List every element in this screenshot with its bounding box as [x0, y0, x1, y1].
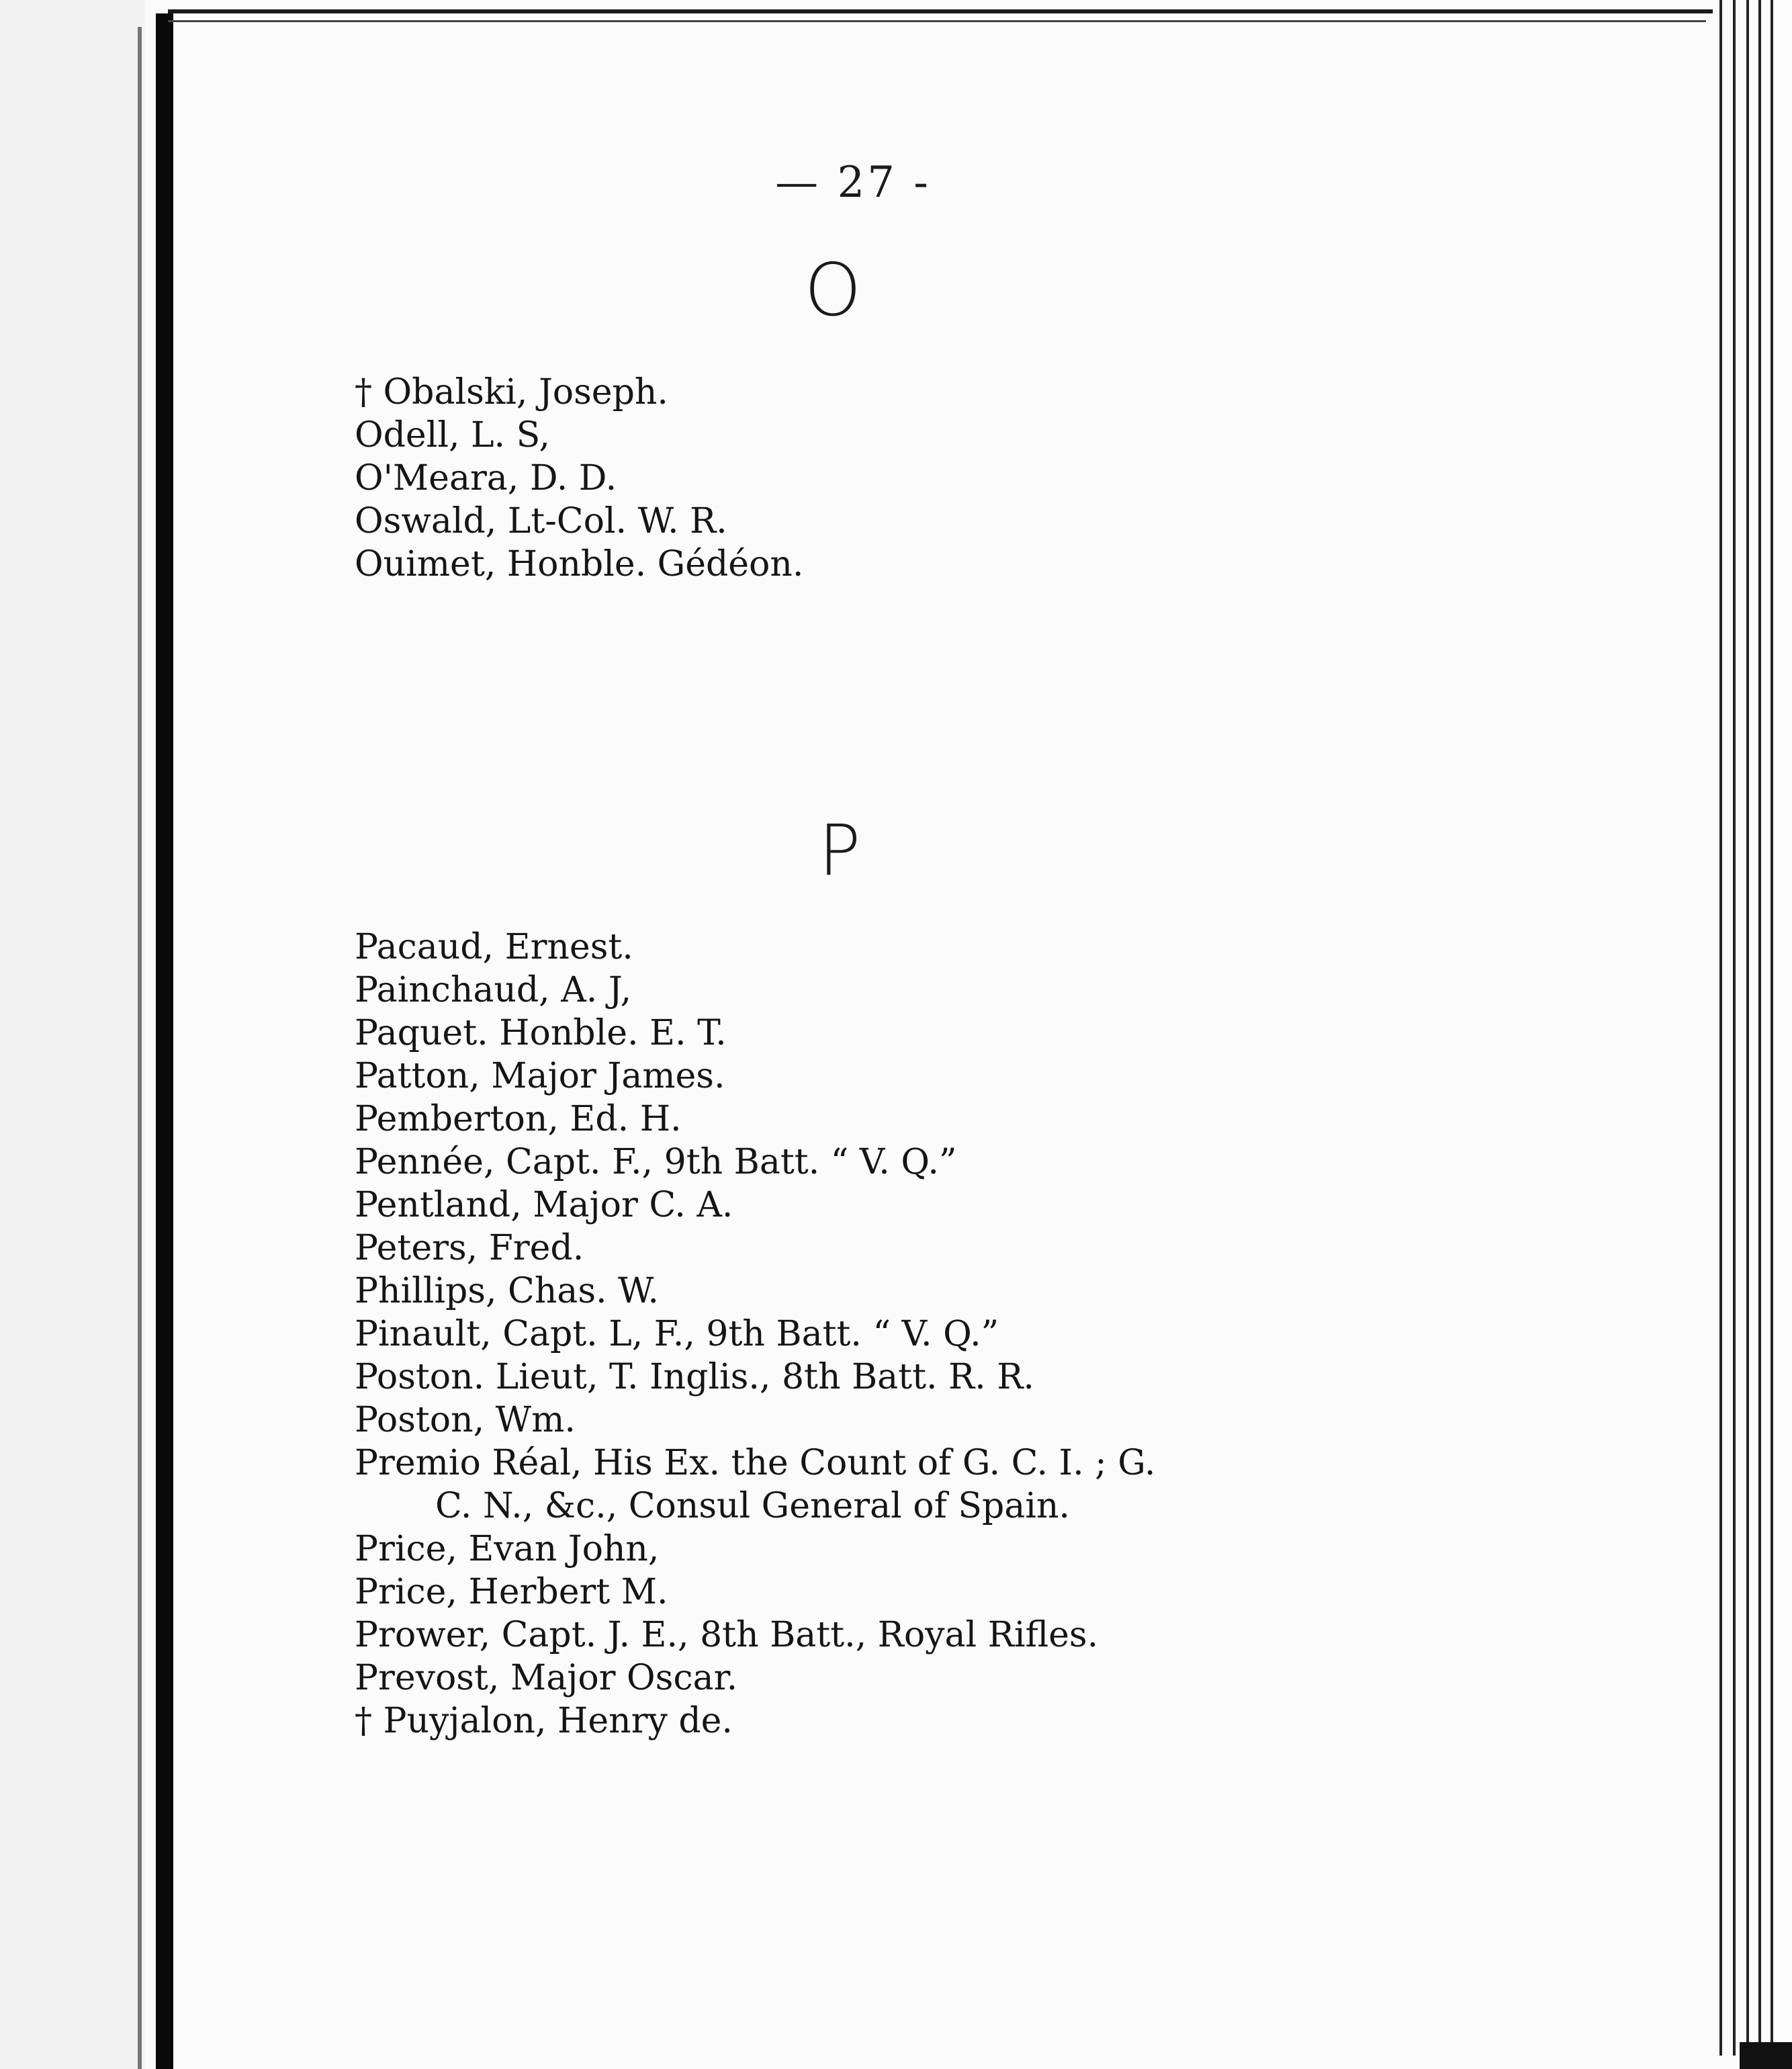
section-letter-o: O: [804, 249, 862, 333]
right-page-edge: [1733, 0, 1736, 2056]
right-page-edge: [1771, 0, 1773, 2056]
list-item: Poston. Lieut, T. Inglis., 8th Batt. R. R.: [355, 1357, 1034, 1397]
page-edge-line: [138, 27, 142, 2069]
list-item: Peters, Fred.: [355, 1228, 584, 1268]
right-page-edge: [1746, 0, 1749, 2056]
list-item: Price, Evan John,: [355, 1529, 660, 1569]
page-number: — 27 -: [775, 158, 931, 208]
list-item: Ouimet, Honble. Gédéon.: [355, 544, 804, 584]
list-item: Paquet. Honble. E. T.: [355, 1013, 727, 1053]
list-item: Pentland, Major C. A.: [355, 1185, 733, 1225]
name-list-p: [355, 926, 1155, 1743]
top-page-border-inner: [168, 20, 1706, 22]
list-item: Poston, Wm.: [355, 1400, 576, 1440]
book-gutter: [156, 13, 173, 2069]
right-page-edge: [1719, 0, 1722, 2056]
list-item: Prower, Capt. J. E., 8th Batt., Royal Rifles.: [355, 1615, 1099, 1655]
list-item: Pemberton, Ed. H.: [355, 1099, 682, 1139]
list-item: Painchaud, A. J,: [355, 970, 632, 1010]
facing-page-edge: [0, 0, 144, 2069]
right-page-stack: [1746, 0, 1792, 2069]
list-item: Premio Réal, His Ex. the Count of G. C. I. ; G.: [355, 1443, 1156, 1483]
list-item: Odell, L. S,: [355, 415, 550, 455]
list-item: Prevost, Major Oscar.: [355, 1658, 738, 1698]
list-item: Pacaud, Ernest.: [355, 927, 633, 967]
section-letter-p: P: [818, 809, 861, 891]
list-item: Pennée, Capt. F., 9th Batt. “ V. Q.”: [355, 1142, 957, 1182]
list-item: Price, Herbert M.: [355, 1572, 668, 1612]
scan-shadow: [1740, 2042, 1792, 2069]
list-item: Phillips, Chas. W.: [355, 1271, 659, 1311]
list-item: Patton, Major James.: [355, 1056, 725, 1096]
top-page-border: [168, 9, 1713, 13]
list-item: O'Meara, D. D.: [355, 458, 617, 498]
list-item: † Obalski, Joseph.: [355, 372, 668, 412]
list-item: † Puyjalon, Henry de.: [355, 1701, 733, 1741]
right-page-edge: [1758, 0, 1761, 2056]
list-item: Pinault, Capt. L, F., 9th Batt. “ V. Q.”: [355, 1314, 999, 1354]
list-item: Oswald, Lt-Col. W. R.: [355, 501, 727, 541]
list-item-continuation: C. N., &c., Consul General of Spain.: [435, 1486, 1070, 1526]
name-list-o: [355, 371, 803, 586]
